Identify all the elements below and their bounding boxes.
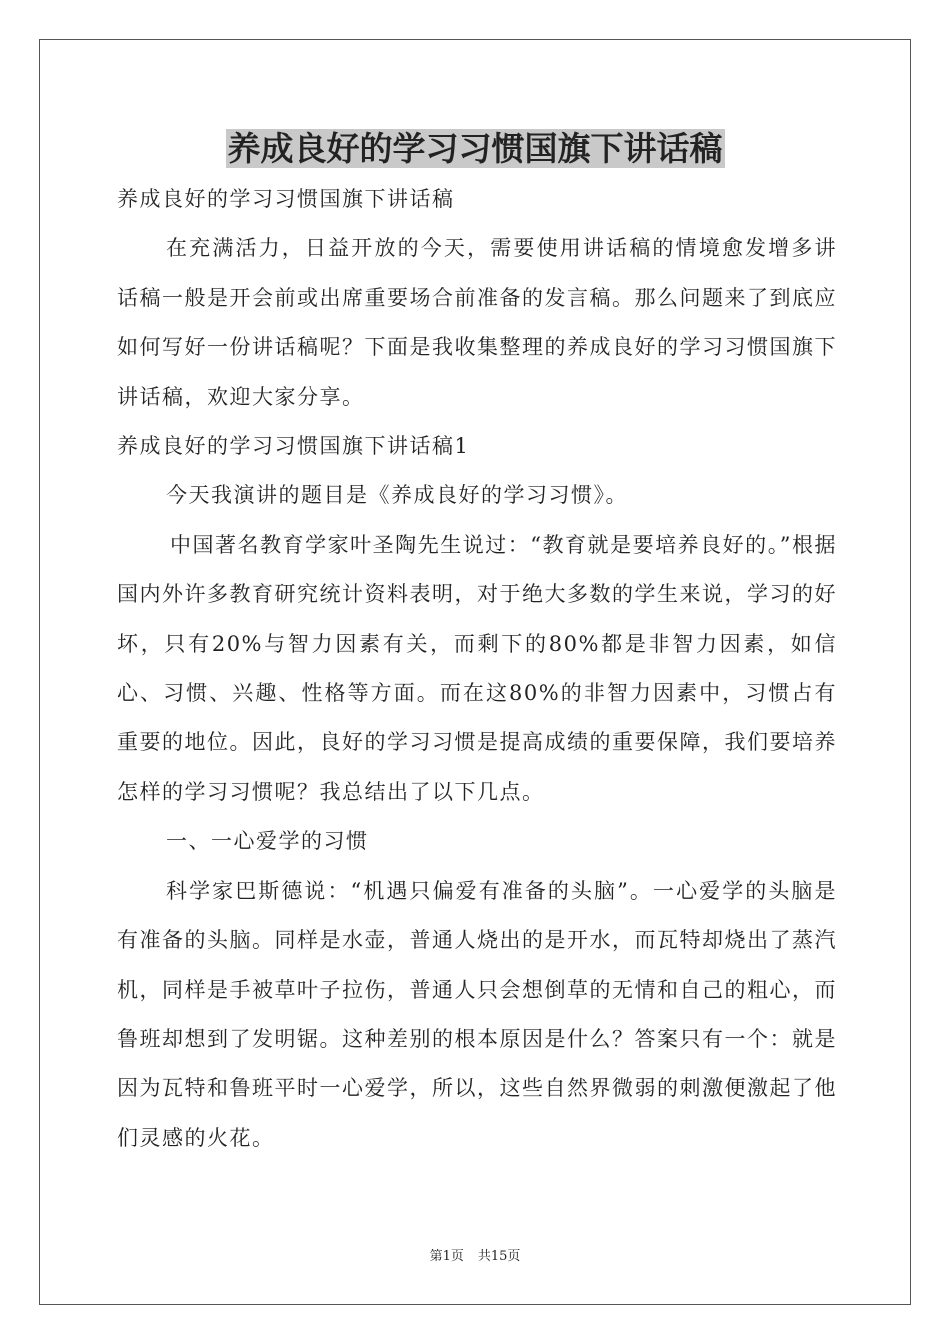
page-number: 第1页 (429, 1249, 464, 1264)
document-body (117, 175, 837, 1163)
document-title (0, 124, 950, 174)
total-pages: 共15页 (477, 1249, 521, 1264)
section-heading: 养成良好的学习习惯国旗下讲话稿1 (117, 434, 470, 459)
point-heading: 一、一心爱学的习惯 (166, 829, 369, 854)
intro-paragraph: 在充满活力，日益开放的今天，需要使用讲话稿的情境愈发增多讲话稿一般是开会前或出席重要场合前准备的发言稿。那么问题来了到底应如何写好一份讲话稿呢？下面是我收集整理的养成良好的学习习惯国旗下讲话稿，欢迎大家分享。 (117, 236, 837, 409)
subtitle-paragraph: 养成良好的学习习惯国旗下讲话稿 (117, 187, 455, 211)
quote-paragraph: 中国著名教育学家叶圣陶先生说过：“教育就是要培养良好的。”根据国内外许多教育研究统计资料表明，对于绝大多数的学生来说，学习的好坏，只有20%与智力因素有关，而剩下的80%都是非智力因素，如信心、习惯、兴趣、性格等方面。而在这80%的非智力因素中，习惯占有重要的地位。因此，良好的学习习惯是提高成绩的重要保障，我们要培养怎样的学习习惯呢？我总结出了以下几点。 (117, 532, 837, 804)
page-footer (0, 1247, 950, 1267)
document-title-text: 养成良好的学习习惯国旗下讲话稿 (227, 129, 723, 168)
speech-topic-paragraph: 今天我演讲的题目是《养成良好的学习习惯》。 (166, 483, 628, 508)
point-paragraph: 科学家巴斯德说：“机遇只偏爱有准备的头脑”。一心爱学的头脑是有准备的头脑。同样是水壶，普通人烧出的是开水，而瓦特却烧出了蒸汽机，同样是手被草叶子拉伤，普通人只会想倒草的无情和自己的粗心，而鲁班却想到了发明锯。这种差别的根本原因是什么？答案只有一个：就是因为瓦特和鲁班平时一心爱学，所以，这些自然界微弱的刺激便激起了他们灵感的火花。 (117, 878, 837, 1150)
